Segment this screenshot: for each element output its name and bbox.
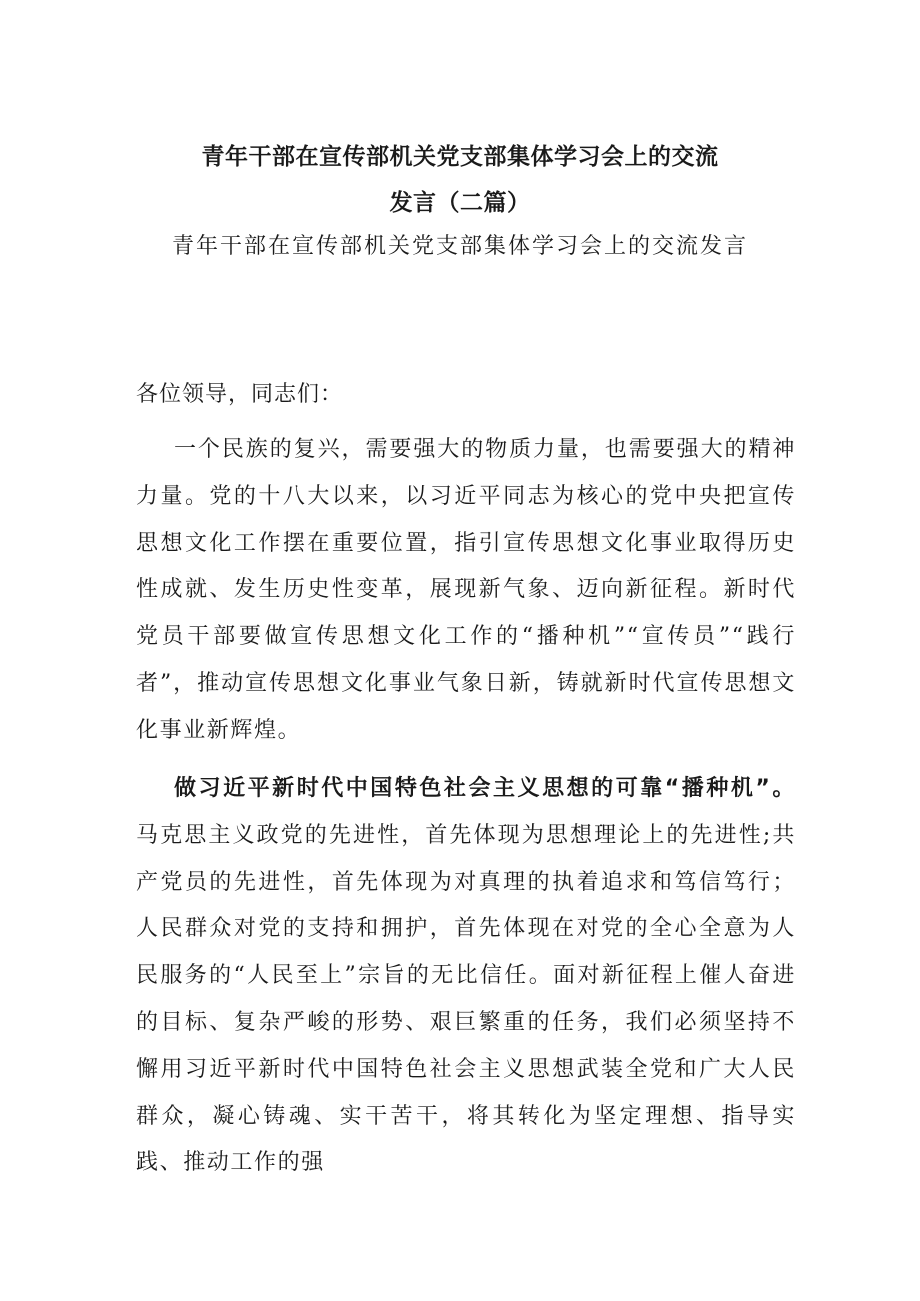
paragraph-2-lead: 做习近平新时代中国特色社会主义思想的可靠“播种机”。 [174, 776, 796, 801]
paragraph-2-body: 马克思主义政党的先进性，首先体现为思想理论上的先进性;共产党员的先进性，首先体现为对真理的执着追求和笃信笃行；人民群众对党的支持和拥护，首先体现在对党的全心全意为人民服务的“人民至上”宗旨的无比信任。面对新征程上催人奋进的目标、复杂严峻的形势、艰巨繁重的任务，我们必须坚持不懈用习近平新时代中国特色社会主义思想武装全党和广大人民群众，凝心铸魂、实干苦干，将其转化为坚定理想、指导实践、推动工作的强 [136, 822, 796, 1176]
salutation: 各位领导，同志们： [136, 382, 344, 407]
document-subtitle: 青年干部在宣传部机关党支部集体学习会上的交流发言 [171, 234, 748, 259]
document-title-line-2: 发言（二篇） [389, 190, 531, 216]
paragraph-2 [136, 766, 796, 1187]
paragraph-1: 一个民族的复兴，需要强大的物质力量，也需要强大的精神力量。党的十八大以来，以习近平同志为核心的党中央把宣传思想文化工作摆在重要位置，指引宣传思想文化事业取得历史性成就、发生历史性变革，展现新气象、迈向新征程。新时代党员干部要做宣传思想文化工作的“播种机”“宣传员”“践行者”，推动宣传思想文化事业气象日新，铸就新时代宣传思想文化事业新辉煌。 [136, 437, 796, 743]
document-title-line-1: 青年干部在宣传部机关党支部集体学习会上的交流 [201, 144, 719, 170]
